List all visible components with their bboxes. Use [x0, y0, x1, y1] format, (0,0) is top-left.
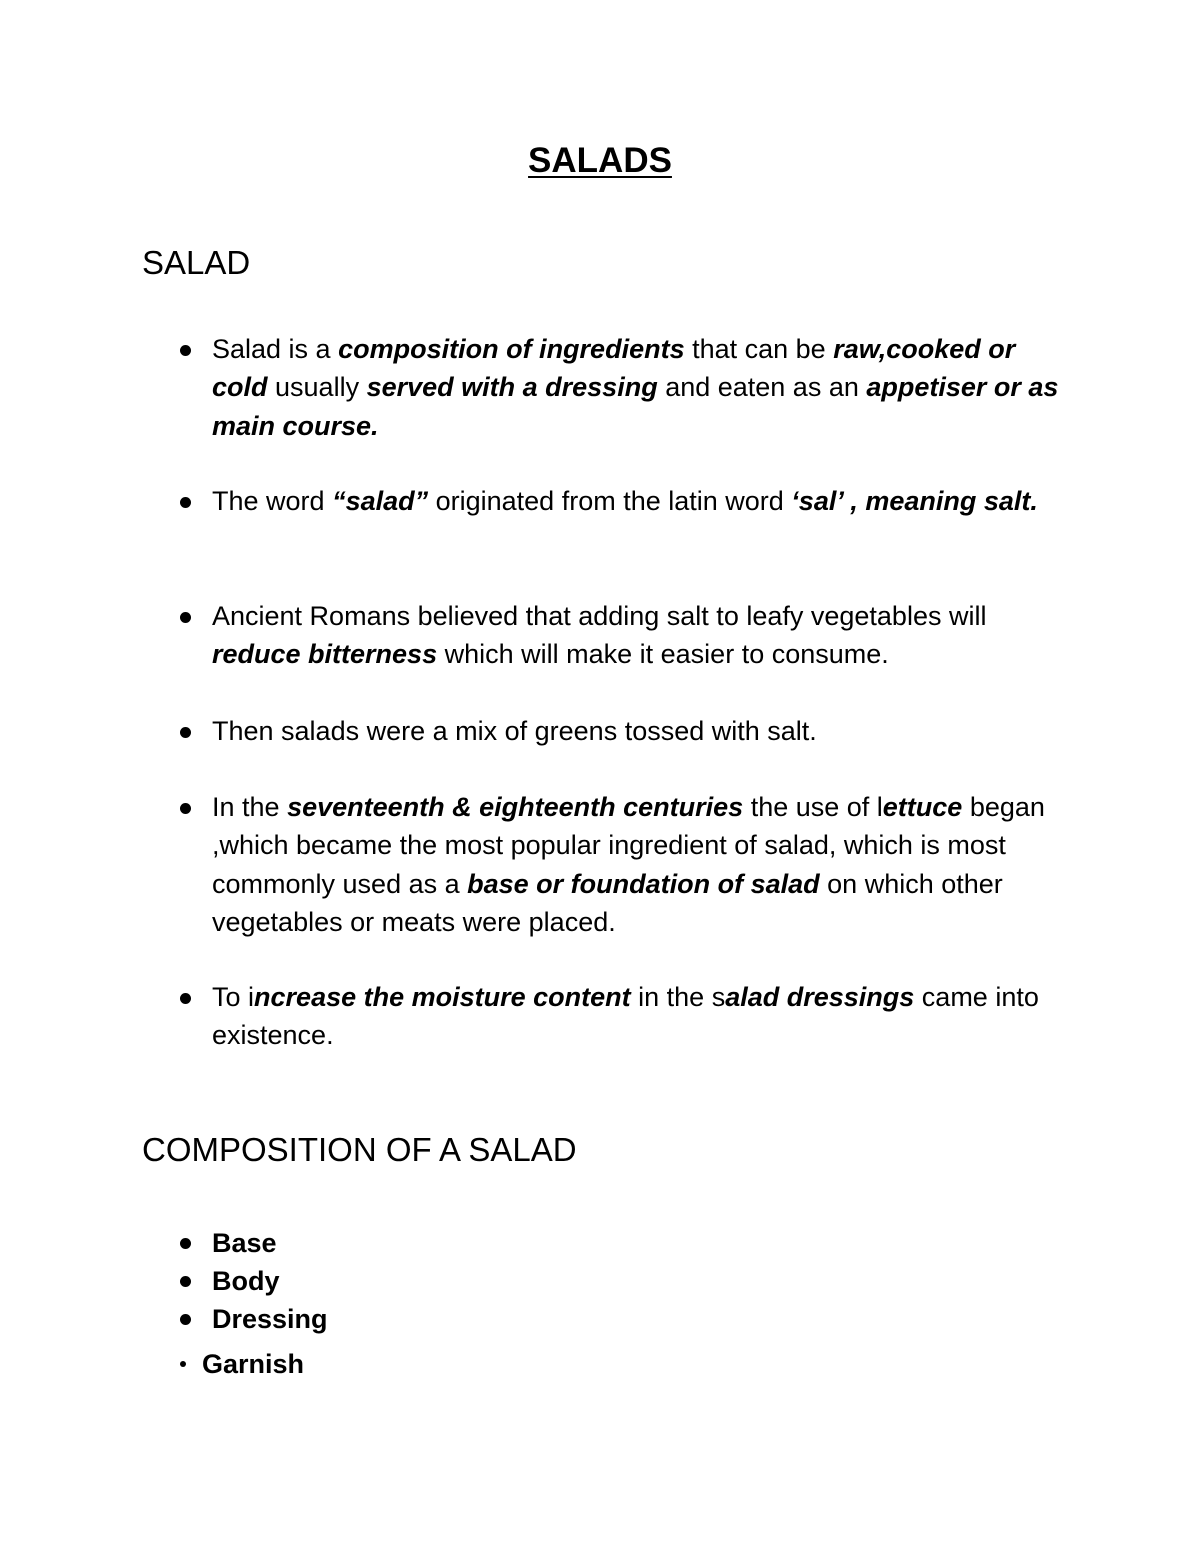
bullet-dot-icon [180, 345, 191, 356]
bullet-dot-icon [180, 993, 191, 1004]
emphasis-text: raw,cooked or cold [212, 334, 1016, 403]
body-text: originated from the latin word [428, 486, 792, 516]
body-text: Then salads were a mix of greens tossed with salt. [212, 716, 817, 746]
emphasis-text: alad dressings [725, 982, 915, 1012]
body-text: usually [267, 372, 367, 403]
bullet-text [212, 330, 1072, 445]
bullet-dot-icon [180, 727, 191, 738]
bullet-dot-icon [180, 612, 191, 623]
section-heading-composition: COMPOSITION OF A SALAD [142, 1131, 577, 1168]
emphasis-text: seventeenth & eighteenth centuries [287, 792, 744, 822]
bullet-text [212, 597, 1072, 674]
body-text: the use of l [743, 792, 883, 822]
body-text: on which other vegetables or meats were placed. [212, 868, 1003, 937]
body-text: In the [212, 792, 288, 822]
bullet-text [212, 978, 1072, 1055]
emphasis-text: appetiser or as main course. [212, 372, 1059, 441]
bullet-text [212, 788, 1072, 941]
emphasis-text: ncrease the moisture content [254, 982, 631, 1012]
emphasis-text: ettuce [882, 792, 963, 822]
bullet-dot-icon [180, 1276, 191, 1287]
body-text: in the s [630, 982, 726, 1012]
body-text: which will make it easier to consume. [437, 639, 889, 670]
composition-item-base: Base [212, 1228, 277, 1258]
bullet-text [212, 712, 1072, 750]
body-text: and eaten as an [657, 372, 867, 403]
document-title: SALADS [528, 141, 672, 180]
emphasis-text: base or foundation of salad [467, 868, 820, 899]
bullet-dot-icon [180, 1361, 186, 1367]
bullet-dot-icon [180, 1314, 191, 1325]
bullet-dot-icon [180, 803, 191, 814]
emphasis-text: composition of ingredients [338, 334, 685, 364]
composition-item-body: Body [212, 1266, 280, 1296]
bullet-dot-icon [180, 497, 191, 508]
section-heading-salad: SALAD [142, 244, 251, 281]
bullet-dot-icon [180, 1238, 191, 1249]
body-text: that can be [684, 334, 834, 364]
emphasis-text: ‘sal’ , meaning salt. [791, 486, 1038, 516]
body-text: Ancient Romans believed that adding salt to leafy vegetables will [212, 601, 987, 631]
body-text: began ,which became the most popular ingredient of salad, which is most commonly used as a [212, 792, 1045, 899]
composition-item-dressing: Dressing [212, 1304, 328, 1334]
emphasis-text: reduce bitterness [212, 639, 438, 670]
emphasis-text: “salad” [332, 486, 429, 516]
body-text: Salad is a [212, 334, 339, 364]
body-text: came into existence. [212, 982, 1039, 1051]
composition-item-garnish: Garnish [202, 1349, 305, 1379]
body-text: To i [212, 982, 255, 1012]
body-text: The word [212, 486, 333, 516]
emphasis-text: served with a dressing [366, 372, 658, 403]
bullet-text [212, 482, 1072, 520]
